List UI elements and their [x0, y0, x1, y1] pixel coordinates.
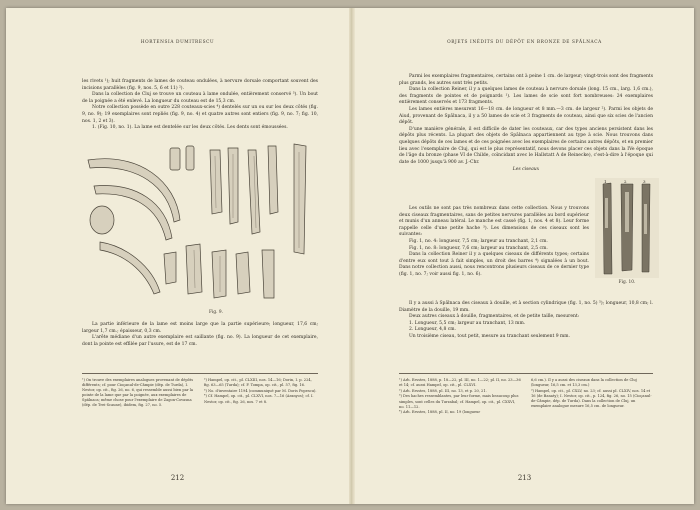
paragraph: Il y a aussi à Spălnaca des ciseaux à douille, et à section cylindrique (fig. 1, no. 5) ⁵); longueur, 10,8 cm; l. Diamètre de la douille, 19 mm.	[399, 301, 653, 313]
footnote-column	[204, 378, 318, 405]
right-bottom-text	[399, 301, 653, 341]
page-number-right: 213	[517, 474, 532, 482]
handle-fragment-drawing	[186, 146, 194, 170]
paragraph: Fig. 1, no. 4: longueur, 7,5 cm; largeur au tranchant, 2,1 cm.	[409, 238, 548, 244]
footnote: ⁴) Cf. Hampel, op. cit., pl. CLXVI, nos. 7—16 (Aranyos); cf. I. Nestor, op. cit., fig. 26, nos. 7 et 8.	[204, 394, 314, 404]
figure-9-plate	[80, 142, 316, 308]
right-page	[355, 8, 694, 504]
paragraph: Fig. 1, no. 8: longueur, 7,6 cm; largeur au tranchant, 2,5 cm.	[409, 245, 548, 251]
right-column-text	[399, 206, 589, 279]
paragraph: Notre collection possède en outre 228 couteaux-scies ⁴) dentelés sur un ou sur les deux côtés (fig. 9, no. 9); 19 exemplaires sont repliés (fig. 9, no. 4) et quatre autres sont entiers (fig. 9, no. 7; fig. 10, nos. 1, 2 et 3).	[82, 105, 318, 124]
paragraph: Deux autres ciseaux à douille, fragmentaires, et de petite taille, mesurent:	[409, 314, 580, 320]
paragraph: La partie inférieure de la lame est moins large que la partie supérieure; longueur, 17,6 cm; largeur 1,7 cm.; épaisseur, 0,3 cm.	[82, 322, 318, 334]
saw-blade-drawing	[248, 150, 260, 234]
paragraph: Les outils ne sont pas très nombreux dans cette collection. Nous y trouvons deux ciseaux fragmentaires, sans de petites nervures parallèles au bord supérieur et munis d'un anneau latéral. Le manche est cassé (fig. 1, nos. 4 et 8). Leur forme rappelle celle d'une petite hache ³). Les dimensions de ces ciseaux sont les suivantes:	[399, 206, 589, 238]
footnote: ⁵) Hampel, op. cit., pl. CXLV, no. 23; cf. aussi pl. CLXIV, nos. 14 et 16 (de Banaty); I. Nestor, op. cit., p. 124, fig. 26, no. 15 (Cioçanul-de-Câmpie, dép. de Turda). Dans la collection de Cluj, un exemplaire analogue mesure 16,5 cm. de longueur.	[531, 388, 652, 409]
figure-item-number: 1	[604, 179, 607, 184]
footnote: ¹) Arh. Ersstes, 1888, p. 18—22, pl. III, no. 1—22; pl. II, no. 23—36 et 14; cf. aussi Hampel, op. cit., pl. CLXVI.	[399, 378, 521, 388]
footnote-rule	[399, 373, 653, 374]
footnote: ³) Des haches ressemblantes, par leur forme, mais beaucoup plus simples, sont celles du Turzabal; cf. Hampel, op. cit., pl. CXXVI, no. 11—12.	[399, 394, 519, 409]
photographed-blade	[603, 183, 612, 274]
footnote: ⁴) Arh. Ersstes, 1888, pl. II, no. 19 (longueur	[399, 410, 481, 415]
running-head-left: HORTENSIA DUMITRESCU	[140, 40, 215, 45]
book-spread	[6, 8, 694, 504]
left-top-text	[82, 79, 318, 132]
saw-blade-drawing	[294, 144, 306, 254]
curved-blade-drawing	[100, 242, 160, 294]
paragraph: les rivets ¹); huit fragments de lames de couteau ondulées, à nervure dorsale comportant souvent des incisions parallèles (fig. 9, nos. 5, 6 et 11) ²).	[82, 79, 318, 91]
paragraph: Un troisième ciseau, tout petit, mesure au tranchant seulement 9 mm.	[409, 333, 570, 339]
footnote-rule	[82, 373, 318, 374]
figure-item-number: 2	[624, 179, 627, 184]
disc-fragment-drawing	[90, 206, 114, 234]
left-bottom-text	[82, 322, 318, 348]
right-footnotes	[399, 378, 653, 460]
section-heading: Les ciseaux	[512, 167, 540, 173]
running-head-right: OBJETS INÉDITS DU DÉPÔT EN BRONZE DE SPĂLNACA	[447, 40, 602, 45]
figure-caption-left: Fig. 9.	[209, 310, 223, 315]
paragraph: Parmi les exemplaires fragmentaires, certains ont à peine 1 cm. de largeur; vingt-trois sont des fragments plus grands, les autres sont très petits.	[399, 74, 653, 86]
footnote: 6,6 cm.). Il y a aussi des ciseaux dans la collection de Cluj (longueur, 16,5 cm. et 13,3 cm.)	[531, 378, 637, 388]
handle-fragment-drawing	[170, 148, 180, 170]
footnote: ²) Arh. Ersstes, 1888, pl. III, no. 13, et p. 20, 21.	[399, 388, 487, 393]
paragraph: Dans la collection Reiner il y a quelques ciseaux de différents types; certains d'entre eux sont tout à fait simples, un droit des barres ⁴) signalées à un bout. Dans notre collection aussi, nous rencontrons plusieurs ciseaux de ce dernier type (fig. 1, no. 7; voir aussi fig. 1, no. 6).	[399, 252, 589, 277]
right-top-text	[399, 74, 653, 175]
figure-caption-right: Fig. 10.	[618, 280, 636, 285]
saw-blade-drawing	[268, 146, 278, 214]
footnote-column	[82, 378, 194, 409]
paragraph: Les lames entières mesurent 16—18 cm. de longueur et 8 mm.—3 cm. de largeur ²). Parmi les objets de Aiud, provenant de Spălnaca, il y a 50 lames de scie et 3 fragments de couteau, ainsi que six scies de l'ancien dépôt.	[399, 106, 653, 126]
blade-fragment-drawing	[236, 252, 250, 294]
blade-fragment-drawing	[262, 250, 274, 298]
footnote: ³) No. d'inventaire 1194 (communiqué par M. Doris Popescu).	[204, 388, 317, 393]
paragraph: L'arête médiane d'un autre exemplaire est saillante (fig. no. 9). La longueur de cet exemplaire, dont la pointe est effilée par l'usure, est de 17 cm.	[82, 335, 318, 347]
left-footnotes	[82, 378, 318, 458]
paragraph: 1. (Fig. 10, no. 1). La lame est dentelée sur les deux côtés. Les dents sont émoussées.	[92, 125, 288, 131]
blade-fragment-drawing	[164, 252, 176, 284]
paragraph: 2. Longueur, 4,8 cm.	[409, 327, 456, 333]
footnote: ²) Hampel, op. cit., pl. CLXIII, nos. 14—16; Dorin, I. p. 224, fig. 63—65 (Turda); cf. F. Tompa, op. cit., pl. 57, fig. 16.	[204, 378, 312, 388]
paragraph: 1. Longueur, 5,5 cm; largeur au tranchant, 13 mm.	[409, 320, 526, 326]
left-page	[6, 8, 349, 504]
paragraph: Dans la collection Reiner, il y a quelques lames de couteau à nervure dorsale (long. 15 cm., larg. 1,6 cm.), des fragments de pointes et de poignards ¹). Les lames de scie sont fort nombreuses: 24 exemplaires entièrement conservés et 173 fragments.	[399, 87, 653, 106]
footnote: ¹) On trouve des exemplaires analogues provenant de dépôts différents; cf. pour Cioçanul-de-Câmpie (dép. de Turda), I. Nestor, op. cit., fig. 26, no. 6, qui ressemble aussi bien par la pointe de la lame que par la poignée, aux exemplaires de Spălnaca; même chose pour l'exemplaire de Zagon-Covasna (dép. de Trei-Scaune), ibidem, fig. 27, no. 5.	[82, 378, 194, 408]
paragraph: Dans la collection de Cluj se trouve un couteau à lame ondulée, entièrement conservé ³). Un bout de la poignée a été enlevé. La longueur du couteau est de 15,3 cm.	[82, 92, 318, 104]
blade-fragment-drawing	[212, 250, 226, 298]
footnote-column	[531, 378, 653, 410]
figure-10-plate	[595, 178, 659, 278]
footnote-column	[399, 378, 521, 416]
figure-item-number: 3	[643, 179, 646, 184]
page-number-left: 212	[170, 474, 185, 482]
paragraph: D'une manière générale, il est difficile de dater les couteaux, car des types anciens persistent dans les dépôts plus récents. La plupart des objets de Spălnaca appartiennent au type à scie. Nous trouvons dans quelques dépôts de ces lames et de ces poignées avec les exemplaires de certains autres dépôts, et en premier lieu avec l'exemplaire de Cluj, qui est le plus représentatif, nous devons placer ces objets dans la IVe époque de l'âge du bronze (phase VI de Childe, coïncidant avec le Hallstatt A de Reinecke), c'est-à-dire à l'époque qui date de 1000 jusqu'à 900 av. J.-Chr.	[399, 126, 653, 165]
